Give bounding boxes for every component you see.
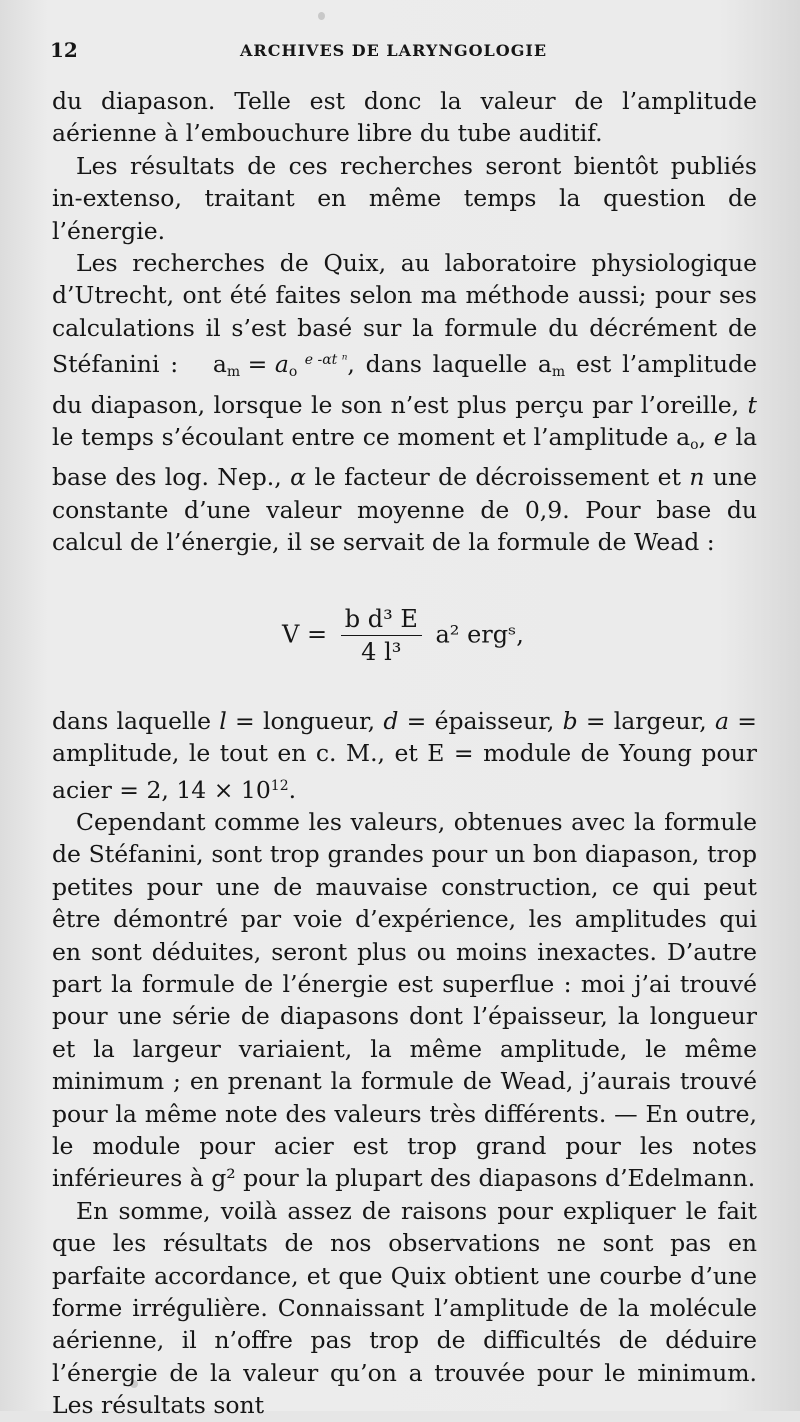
var-b: b [562, 706, 578, 735]
paragraph-4-text-e: = amplitude, le tout en c. M., et E = module de Young pour acier = 2, 14 × 10 [52, 706, 757, 804]
page-header [50, 38, 750, 68]
wead-formula [52, 569, 757, 699]
paragraph-3-text-e: , [698, 423, 707, 452]
formula-lhs: a [212, 350, 227, 379]
var-l: l [219, 706, 227, 735]
paragraph-4-text-c: = épaisseur, [398, 706, 555, 735]
formula-a-squared: a² [435, 620, 460, 649]
paragraph-3-text-b: , dans laquelle a [347, 350, 552, 379]
page-body [52, 85, 757, 1422]
fraction-numerator: b d³ E [341, 603, 422, 636]
paragraph-4-text-d: = largeur, [577, 706, 707, 735]
exponent-12: 12 [270, 777, 289, 794]
formula-unit: ergˢ, [467, 620, 524, 649]
formula-rhs-sub: o [288, 364, 298, 381]
paragraph-4-text-b: = longueur, [226, 706, 376, 735]
paragraph-3-text-f: la base des log. Nep., [52, 423, 757, 492]
paragraph-6: En somme, voilà assez de raisons pour expliquer le fait que les résultats de nos observations ne sont pas en parfaite accordance, et que Quix obtient une courbe d’une forme irrégulière. Connaissant l’amplitude de la molécule aérienne, il n’offre pas trop de difficultés de déduire l’énergie de la valeur qu’on a trouvée pour le minimum. Les résultats sont [52, 1196, 757, 1420]
var-a: a [714, 706, 729, 735]
ao-sub: o [690, 437, 699, 454]
running-head: ARCHIVES DE LARYNGOLOGIE [240, 41, 548, 60]
paragraph-4-text-f: . [288, 775, 297, 804]
am-sub: m [551, 364, 566, 381]
paragraph-4-text-a: dans laquelle [52, 706, 212, 735]
paragraph-3-text-c: est l’amplitude du diapason, lorsque le son n’est plus perçu par l’oreille, [52, 350, 757, 419]
formula-lhs-sub: m [226, 364, 241, 381]
decrement-formula [189, 344, 348, 388]
var-n: n [689, 463, 705, 492]
paragraph-2: Les résultats de ces recherches seront bientôt publiés in-extenso, traitant en même temps la question de l’énergie. [52, 151, 757, 245]
ink-spot [318, 12, 325, 20]
paragraph-3-text-g: le facteur de décroissement et [306, 463, 681, 492]
fraction-denominator: 4 l³ [361, 638, 402, 667]
fraction [341, 603, 422, 669]
var-t: t [747, 390, 757, 419]
paragraph-3-text-h: une constante d’une valeur moyenne de 0,9. Pour base du calcul de l’énergie, il se servait de la formule de Wead : [52, 463, 757, 557]
page-number: 12 [50, 38, 78, 62]
var-alpha: α [290, 463, 306, 492]
wead-formula-expression [282, 603, 524, 669]
paragraph-4 [52, 705, 757, 806]
paragraph-5: Cependant comme les valeurs, obtenues avec la formule de Stéfanini, sont trop grandes pour un bon diapason, trop petites pour une de mauvaise construction, ce qui peut être démontré par voie d’expérience, les amplitudes qui en sont déduites, seront plus ou moins inexactes. D’autre part la formule de l’énergie est superflue : moi j’ai trouvé pour une série de diapasons dont l’épaisseur, la longueur et la largeur variaient, la même amplitude, le même minimum ; en prenant la formule de Wead, j’aurais trouvé pour la même note des valeurs très différents. — En outre, le module pour acier est trop grand pour les notes inférieures à g² pour la plupart des diapasons d’Edelmann. [52, 807, 757, 1193]
paragraph-3-text-d: le temps s’écoulant entre ce moment et l’amplitude a [52, 423, 691, 452]
paragraph-3 [52, 247, 757, 559]
var-e: e [713, 423, 728, 452]
var-d: d [383, 706, 399, 735]
paragraph-1: du diapason. Telle est donc la valeur de l’amplitude aérienne à l’embouchure libre du tube auditif. [52, 87, 757, 148]
paragraph-3-text-a: Les recherches de Quix, au laboratoire physiologique d’Utrecht, ont été faites selon ma méthode aussi; pour ses calculations il s’est basé sur la formule du décrément de Stéfanini : [52, 249, 757, 379]
formula-exponent: e -αt ⁿ [304, 352, 348, 369]
formula-rhs: = a [247, 350, 289, 379]
formula-V-lhs: V = [282, 620, 328, 649]
